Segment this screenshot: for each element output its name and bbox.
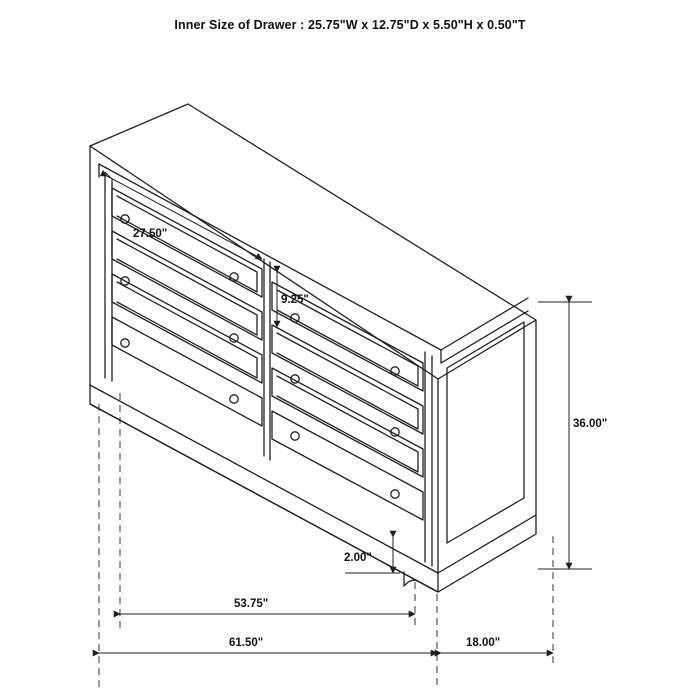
leader-lines <box>105 172 112 179</box>
dim-label-drawer-width-right: 9.25" <box>281 294 309 306</box>
dim-label-total-height: 36.00" <box>573 418 608 430</box>
dresser-body <box>90 104 536 592</box>
dim-label-depth: 18.00" <box>466 637 501 649</box>
dim-label-case-width: 53.75" <box>234 598 269 610</box>
dimension-lines <box>99 176 592 653</box>
dim-label-base-height: 2.00" <box>344 552 372 564</box>
page-title: Inner Size of Drawer : 25.75"W x 12.75"D x 5.50"H x 0.50"T <box>174 18 526 32</box>
dim-label-drawer-width-left: 27.50" <box>133 228 168 240</box>
dim-label-overall-width: 61.50" <box>229 637 264 649</box>
